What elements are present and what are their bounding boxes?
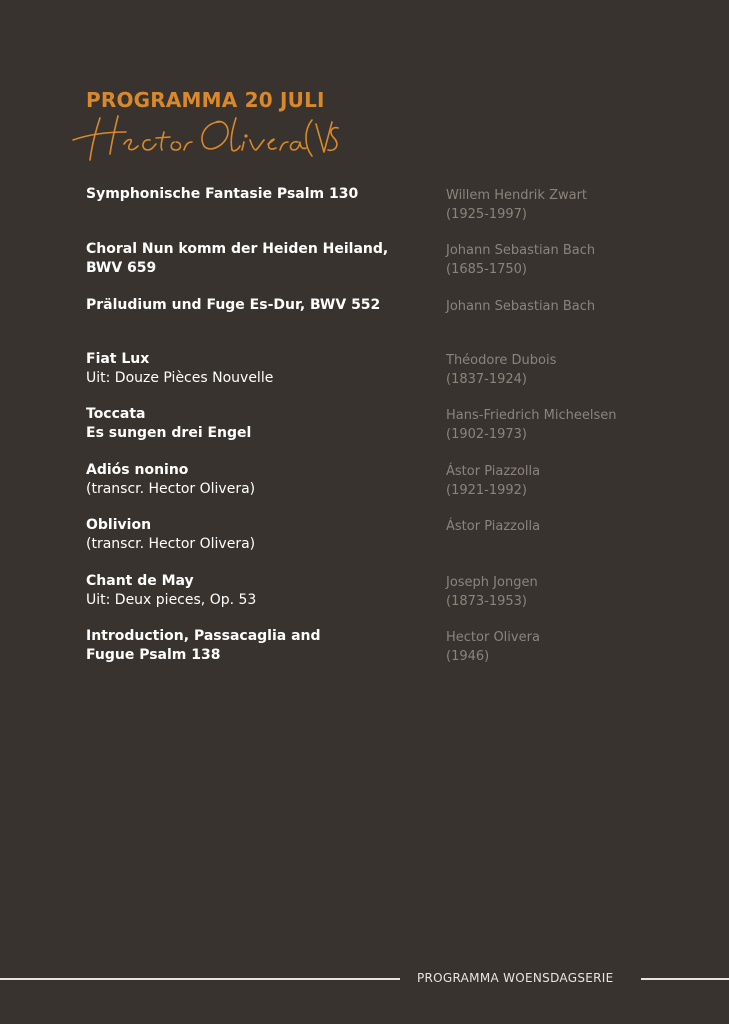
composer-years: (1946) [446, 649, 490, 664]
composer-name: Théodore Dubois [446, 353, 557, 368]
composer-name: Hans-Friedrich Micheelsen [446, 408, 617, 423]
work-title: Choral Nun komm der Heiden Heiland, [86, 241, 389, 257]
work-title-continued: Fugue Psalm 138 [86, 647, 221, 663]
work-subtitle: (transcr. Hector Olivera) [86, 536, 256, 552]
performer-signature [70, 110, 340, 166]
work-title: Adiós nonino [86, 462, 189, 478]
work-info [86, 350, 416, 388]
composer-years: (1837-1924) [446, 372, 528, 387]
composer-name: Ástor Piazzolla [446, 464, 541, 479]
work-info [86, 185, 416, 204]
work-title: Präludium und Fuge Es-Dur, BWV 552 [86, 297, 381, 313]
composer-years: (1921-1992) [446, 483, 528, 498]
composer-info [446, 186, 676, 224]
work-info [86, 572, 416, 610]
work-info [86, 516, 416, 554]
composer-years: (1925-1997) [446, 207, 528, 222]
composer-years: (1902-1973) [446, 427, 528, 442]
work-title: Symphonische Fantasie Psalm 130 [86, 186, 359, 202]
work-info [86, 461, 416, 499]
footer-series-label: PROGRAMMA WOENSDAGSERIE [417, 971, 614, 985]
work-info [86, 627, 416, 665]
composer-name: Joseph Jongen [446, 575, 538, 590]
composer-info [446, 573, 676, 611]
work-info [86, 240, 416, 278]
work-subtitle: Uit: Deux pieces, Op. 53 [86, 592, 257, 608]
work-title: Chant de May [86, 573, 194, 589]
work-title: Toccata [86, 406, 146, 422]
work-title-continued: BWV 659 [86, 260, 157, 276]
work-title: Fiat Lux [86, 351, 150, 367]
composer-info [446, 351, 676, 389]
work-info [86, 405, 416, 443]
work-subtitle: Uit: Douze Pièces Nouvelle [86, 370, 274, 386]
work-title: Oblivion [86, 517, 152, 533]
composer-info [446, 462, 676, 500]
composer-years: (1873-1953) [446, 594, 528, 609]
composer-info [446, 241, 676, 279]
composer-name: Johann Sebastian Bach [446, 299, 596, 314]
composer-name: Willem Hendrik Zwart [446, 188, 588, 203]
composer-name: Hector Olivera [446, 630, 540, 645]
footer-divider-right [641, 978, 729, 980]
work-title: Introduction, Passacaglia and [86, 628, 321, 644]
composer-info [446, 517, 676, 536]
composer-name: Ástor Piazzolla [446, 519, 541, 534]
work-subtitle: (transcr. Hector Olivera) [86, 481, 256, 497]
work-title-continued: Es sungen drei Engel [86, 425, 252, 441]
composer-name: Johann Sebastian Bach [446, 243, 596, 258]
composer-info [446, 628, 676, 666]
composer-info [446, 406, 676, 444]
program-title: PROGRAMMA 20 JULI [86, 88, 325, 112]
composer-years: (1685-1750) [446, 262, 528, 277]
composer-info [446, 297, 676, 316]
work-info [86, 296, 416, 315]
footer-divider-left [0, 978, 400, 980]
